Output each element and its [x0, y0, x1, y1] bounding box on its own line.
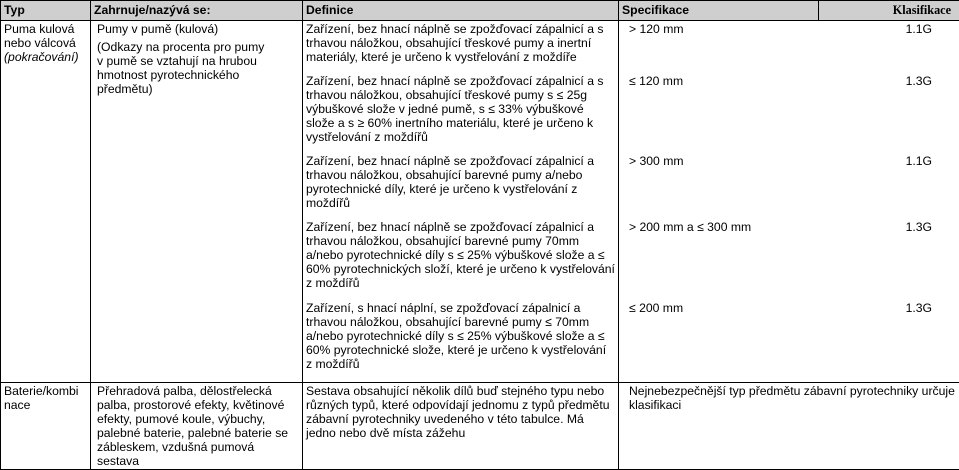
spec-klas-cell [619, 383, 959, 470]
klasifikace-value: 1.1G [906, 154, 956, 210]
typ-cell [1, 383, 91, 470]
spec-row [629, 301, 956, 371]
spec-value: ≤ 120 mm [629, 74, 683, 144]
header-typ: Typ [1, 1, 91, 21]
definition-text: Zařízení, bez hnací náplně se zpožďovací zápalnicí a trhavou náložkou, obsahující barevné pumy a/nebo pyrotechnické díly, které je určeno k vystřelování z moždířů [306, 154, 615, 210]
typ-line: Puma kulová [4, 22, 87, 36]
spec-row [629, 220, 956, 291]
definition-text: Sestava obsahující několik dílů buď stejného typu nebo různých typů, které odpovídají jednomu z typů předmětu zábavní pyrotechniky uvedeného v této tabulce. Má jedno nebo dvě místa zážehu [306, 384, 615, 440]
klasifikace-value: 1.3G [906, 301, 956, 371]
spec-text: Nejnebezpečnější typ předmětu zábavní pyrotechniky určuje klasifikaci [629, 384, 956, 412]
zahrnuje-text: Přehradová palba, dělostřelecká palba, prostorové efekty, květinové efekty, pumové koule, výbuchy, palebné baterie, palebné baterie se zábleskem, vzdušná pumová sestava [97, 384, 299, 468]
table-row [1, 21, 959, 383]
spec-row [629, 74, 956, 144]
typ-line: nace [4, 398, 87, 412]
header-klasifikace: Klasifikace [819, 1, 959, 21]
typ-line: Baterie/kombi [4, 384, 87, 398]
header-zahrnuje: Zahrnuje/nazývá se: [91, 1, 303, 21]
zahrnuje-cell [91, 21, 303, 383]
typ-cell [1, 21, 91, 383]
spec-value: > 300 mm [629, 154, 684, 210]
definition-text: Zařízení, s hnací náplní, se zpožďovací zápalnicí a trhavou náložkou, obsahující barevné pumy ≤ 70mm a/nebo pyrotechnické díly s ≤ 25% výbuškové slože a ≤ 60% pyrotechnické slože, které je určeno k vystřelování z moždířů [306, 301, 615, 371]
zahrnuje-note: (Odkazy na procenta pro pumy v pumě se vztahují na hrubou hmotnost pyrotechnického předmětu) [97, 40, 299, 96]
header-row [1, 1, 959, 21]
typ-line: nebo válcová [4, 36, 87, 50]
zahrnuje-cell [91, 383, 303, 470]
table-row [1, 383, 959, 470]
header-definice: Definice [303, 1, 619, 21]
definice-cell [303, 383, 619, 470]
spec-row [629, 22, 956, 64]
definition-text: Zařízení, bez hnací náplně se zpožďovací zápalnicí a s trhavou náložkou, obsahující třeskové pumy s ≤ 25g výbuškové slože v jedné pumě, s ≤ 33% výbuškové slože a s ≥ 60% inertního materiálu, které je určeno k vystřelování z moždířů [306, 74, 615, 144]
header-specifikace: Specifikace [619, 1, 819, 21]
definice-cell [303, 21, 619, 383]
spec-value: ≤ 200 mm [629, 301, 683, 371]
klasifikace-value: 1.3G [906, 220, 956, 291]
definition-text: Zařízení, bez hnací náplně se zpožďovací zápalnicí a trhavou náložkou, obsahující barevné pumy 70mm a/nebo pyrotechnické díly s ≤ 25% výbuškové slože a ≤ 60% pyrotechnických složí, které je určeno k vystřelování z moždířů [306, 220, 615, 291]
spec-row [629, 154, 956, 210]
zahrnuje-line: Pumy v pumě (kulová) [97, 22, 299, 36]
spec-klas-cell [619, 21, 959, 383]
definition-text: Zařízení, bez hnací náplně se zpožďovací zápalnicí a s trhavou náložkou, obsahující třeskové pumy a inertní materiály, které je určeno k vystřelování z moždíře [306, 22, 615, 64]
klasifikace-value: 1.1G [906, 22, 956, 64]
klasifikace-value: 1.3G [906, 74, 956, 144]
spec-value: > 120 mm [629, 22, 684, 64]
spec-value: > 200 mm a ≤ 300 mm [629, 220, 751, 291]
typ-note: (pokračování) [4, 50, 87, 64]
